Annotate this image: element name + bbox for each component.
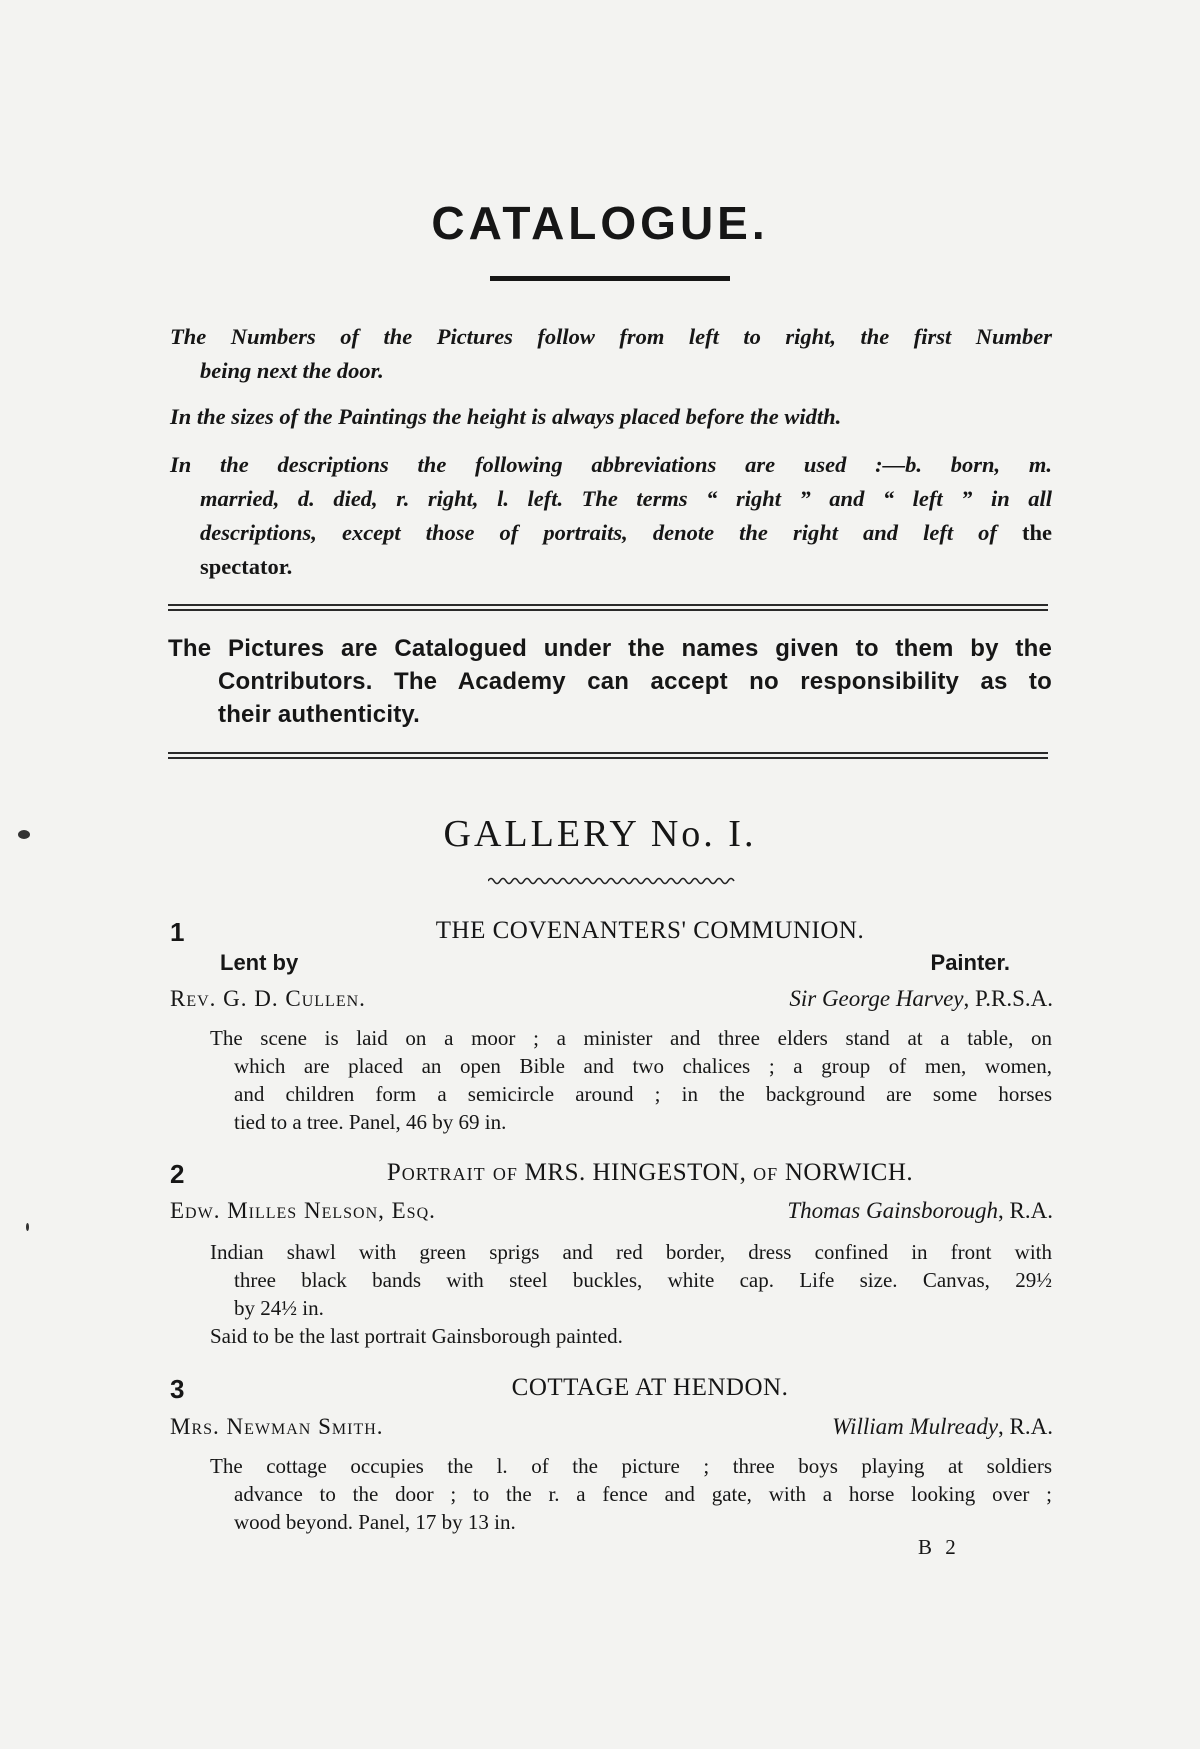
note-abbreviations	[170, 448, 1052, 584]
painter-name-italic: William Mulready	[832, 1414, 999, 1439]
title-place: NORWICH.	[784, 1159, 914, 1186]
painter-name-italic: Sir George Harvey	[789, 986, 964, 1011]
title-prefix: Portrait of	[386, 1159, 518, 1186]
lender-name: Mrs. Newman Smith.	[170, 1414, 384, 1439]
note-sizes	[170, 400, 1052, 434]
note-numbers-line1: The Numbers of the Pictures follow from left to right, the first Number	[170, 324, 1052, 349]
disclaimer-line2: Contributors. The Academy can accept no responsibility as to	[218, 668, 1052, 695]
painter-name	[600, 1198, 1053, 1224]
note-numbers	[170, 320, 1052, 388]
desc-line: tied to a tree. Panel, 46 by 69 in.	[234, 1110, 507, 1134]
desc-line: which are placed an open Bible and two chalices ; a group of men, women,	[234, 1054, 1052, 1078]
authenticity-disclaimer	[168, 632, 1052, 731]
lender-name: Edw. Milles Nelson, Esq.	[170, 1198, 436, 1223]
disclaimer-line1: The Pictures are Catalogued under the names given to them by the	[168, 635, 1052, 662]
note-abbrev-line1: In the descriptions the following abbreviations are used :—b. born, m.	[170, 452, 1052, 477]
desc-line: and children form a semicircle around ; in the background are some horses	[234, 1082, 1052, 1106]
double-rule-bottom	[168, 752, 1048, 759]
painter-name	[600, 986, 1053, 1012]
wavy-ornament	[488, 876, 738, 886]
gallery-heading: GALLERY No. I.	[443, 813, 757, 855]
entry-title	[250, 1159, 1050, 1187]
desc-line: Indian shawl with green sprigs and red border, dress confined in front with	[210, 1240, 1052, 1264]
note-abbrev-line3-roman: the	[996, 520, 1052, 545]
desc-line: advance to the door ; to the r. a fence and gate, with a horse looking over ;	[234, 1482, 1052, 1506]
note-numbers-line2: being next the door.	[200, 358, 384, 383]
signature-mark: B 2	[918, 1535, 960, 1559]
painter-label: Painter.	[930, 950, 1010, 975]
lender-name: Rev. G. D. Cullen.	[170, 986, 366, 1011]
desc-line: Said to be the last portrait Gainsborough painted.	[210, 1324, 623, 1348]
desc-line: by 24½ in.	[234, 1296, 324, 1320]
desc-line: The cottage occupies the l. of the picture ; three boys playing at soldiers	[210, 1454, 1052, 1478]
entry-number: 1	[170, 917, 185, 947]
entry-description	[210, 1024, 1052, 1136]
desc-line: three black bands with steel buckles, white cap. Life size. Canvas, 29½	[234, 1268, 1052, 1292]
title-sitter: MRS. HINGESTON,	[524, 1159, 747, 1186]
entry-description	[210, 1238, 1052, 1350]
entry-title: THE COVENANTERS' COMMUNION.	[435, 917, 865, 944]
lent-by-label: Lent by	[220, 950, 299, 975]
note-abbrev-line3-italic: descriptions, except those of portraits, denote the right and left of	[200, 520, 997, 545]
entry-number: 3	[170, 1374, 185, 1404]
painter-honours: , R.A.	[998, 1414, 1053, 1439]
ink-speck	[26, 1223, 29, 1231]
disclaimer-line3: their authenticity.	[218, 701, 421, 728]
note-abbrev-line3	[170, 516, 1052, 550]
entry-description	[210, 1452, 1052, 1536]
double-rule-top	[168, 604, 1048, 611]
note-abbrev-line4: spectator.	[200, 554, 293, 579]
title-of: of	[753, 1159, 779, 1186]
entry-title: COTTAGE AT HENDON.	[511, 1374, 789, 1401]
desc-line: The scene is laid on a moor ; a minister and three elders stand at a table, on	[210, 1026, 1052, 1050]
note-sizes-line: In the sizes of the Paintings the height is always placed before the width.	[170, 404, 842, 429]
painter-honours: , P.R.S.A.	[963, 986, 1053, 1011]
painter-honours: , R.A.	[998, 1198, 1053, 1223]
painter-name	[600, 1414, 1053, 1440]
entry-number: 2	[170, 1159, 185, 1189]
desc-line: wood beyond. Panel, 17 by 13 in.	[234, 1510, 516, 1534]
page-title: CATALOGUE.	[431, 197, 769, 249]
note-abbrev-line2: married, d. died, r. right, l. left. The terms “ right ” and “ left ” in all	[200, 486, 1052, 511]
title-rule	[490, 276, 730, 281]
painter-name-italic: Thomas Gainsborough	[787, 1198, 999, 1223]
